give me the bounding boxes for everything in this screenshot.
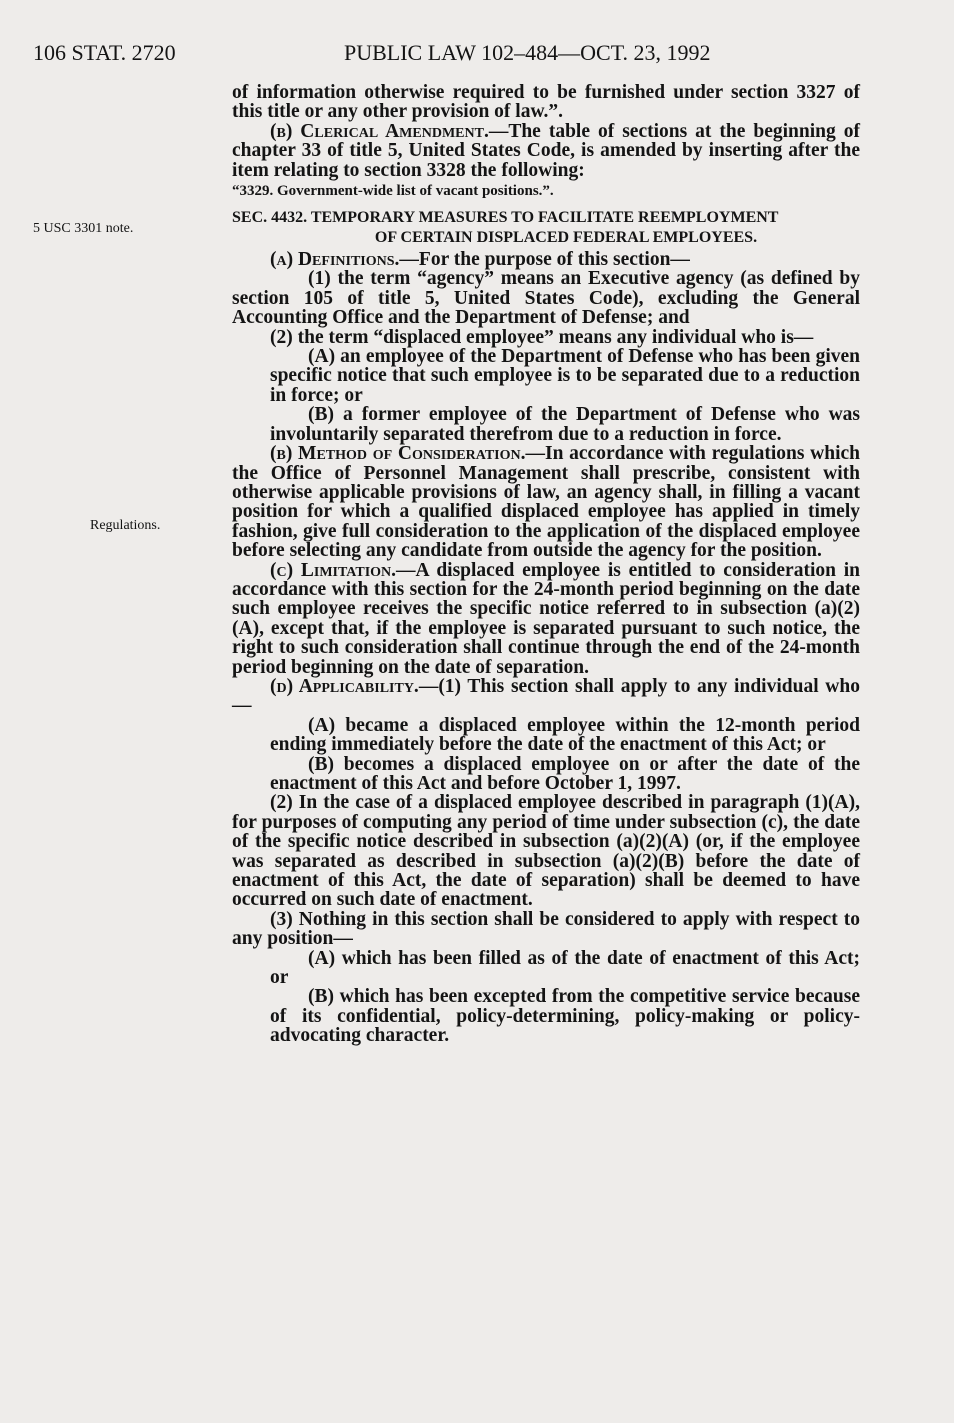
paragraph-a-definitions [232, 250, 860, 269]
page-header [0, 0, 954, 80]
section-heading-line1: SEC. 4432. TEMPORARY MEASURES TO FACILITATE REEMPLOYMENT [232, 209, 779, 227]
paragraph-d3A: (A) which has been filled as of the date of enactment of this Act; or [270, 947, 860, 989]
paragraph-d1B: (B) becomes a displaced employee on or after the date of the enactment of this Act and before October 1, 1997. [270, 753, 860, 794]
paragraph-d3B: (B) which has been excepted from the competitive service because of its confidential, policy-determining, policy-making or policy-advocating character. [270, 986, 860, 1047]
applicability-text: —(1) This section shall apply to any individual who— [232, 675, 860, 717]
page-number: 106 STAT. 2720 [33, 40, 176, 65]
method-heading: (b) Method of Consideration. [270, 443, 526, 465]
paragraph-a1: (1) the term “agency” means an Executive agency (as defined by section 105 of title 5, United States Code), excluding the General Accounting Office and the Department of Defense; and [232, 268, 860, 329]
definitions-text: —For the purpose of this section— [399, 249, 690, 271]
law-title: PUBLIC LAW 102–484—OCT. 23, 1992 [344, 40, 711, 65]
clerical-heading: (b) Clerical Amendment. [270, 120, 489, 142]
paragraph-a2 [232, 328, 860, 347]
limitation-heading: (c) Limitation. [270, 559, 397, 581]
paragraph-a2A: (A) an employee of the Department of Defense who has been given specific notice that such employee is to be separated due to a reduction in force; or [270, 346, 860, 406]
applicability-heading: (d) Applicability. [270, 675, 419, 697]
paragraph-d-applicability [232, 677, 860, 716]
limitation-text: —A displaced employee is entitled to consideration in accordance with this section for the 24-month period beginning on the date such employee receives the specific notice referred to in subsection (a)(2)(A), except that, if the employee is separated pursuant to such notice, the right to such consideration shall continue through the end of the 24-month period beginning on the date of separation. [232, 559, 860, 678]
paragraph-a2-text: (2) the term “displaced employee” means any individual who is— [270, 326, 814, 348]
paragraph-b-clerical [232, 122, 860, 180]
table-item-3329: “3329. Government-wide list of vacant positions.”. [232, 183, 554, 200]
paragraph-c-limitation [232, 561, 860, 677]
paragraph-continued: of information otherwise required to be furnished under section 3327 of this title or any other provision of law.”. [232, 82, 860, 123]
margin-note-regulations: Regulations. [90, 518, 161, 533]
definitions-heading: (a) Definitions. [270, 249, 400, 271]
paragraph-a2B: (B) a former employee of the Department of Defense who was involuntarily separated therefrom due to a reduction in force. [270, 404, 860, 445]
method-text: —In accordance with regulations which the Office of Personnel Management shall prescribe, consistent with otherwise applicable provisions of law, an agency shall, in filling a vacant position for which a qualified displaced employee has applied in timely fashion, give full consideration to the application of the displaced employee before selecting any candidate from outside the agency for the position. [232, 443, 860, 562]
paragraph-d2: (2) In the case of a displaced employee described in paragraph (1)(A), for purposes of computing any period of time under subsection (c), the date of the specific notice described in subsection (a)(2)(A) (or, if the employee was separated as described in subsection (a)(2)(B) before the date of enactment of this Act, the date of separation) shall be deemed to have occurred on such date of enactment. [232, 792, 860, 911]
clerical-text: —The table of sections at the beginning of chapter 33 of title 5, United States Code, is amended by inserting after the item relating to section 3328 the following: [232, 120, 860, 181]
margin-note-usc: 5 USC 3301 note. [33, 221, 134, 236]
section-heading [232, 208, 860, 248]
paragraph-b-method [232, 444, 860, 560]
document-body [232, 83, 860, 1046]
paragraph-d3: (3) Nothing in this section shall be considered to apply with respect to any position— [232, 908, 860, 950]
paragraph-d1A: (A) became a displaced employee within the 12-month period ending immediately before the date of the enactment of this Act; or [270, 714, 860, 756]
section-heading-line2: OF CERTAIN DISPLACED FEDERAL EMPLOYEES. [374, 229, 758, 247]
